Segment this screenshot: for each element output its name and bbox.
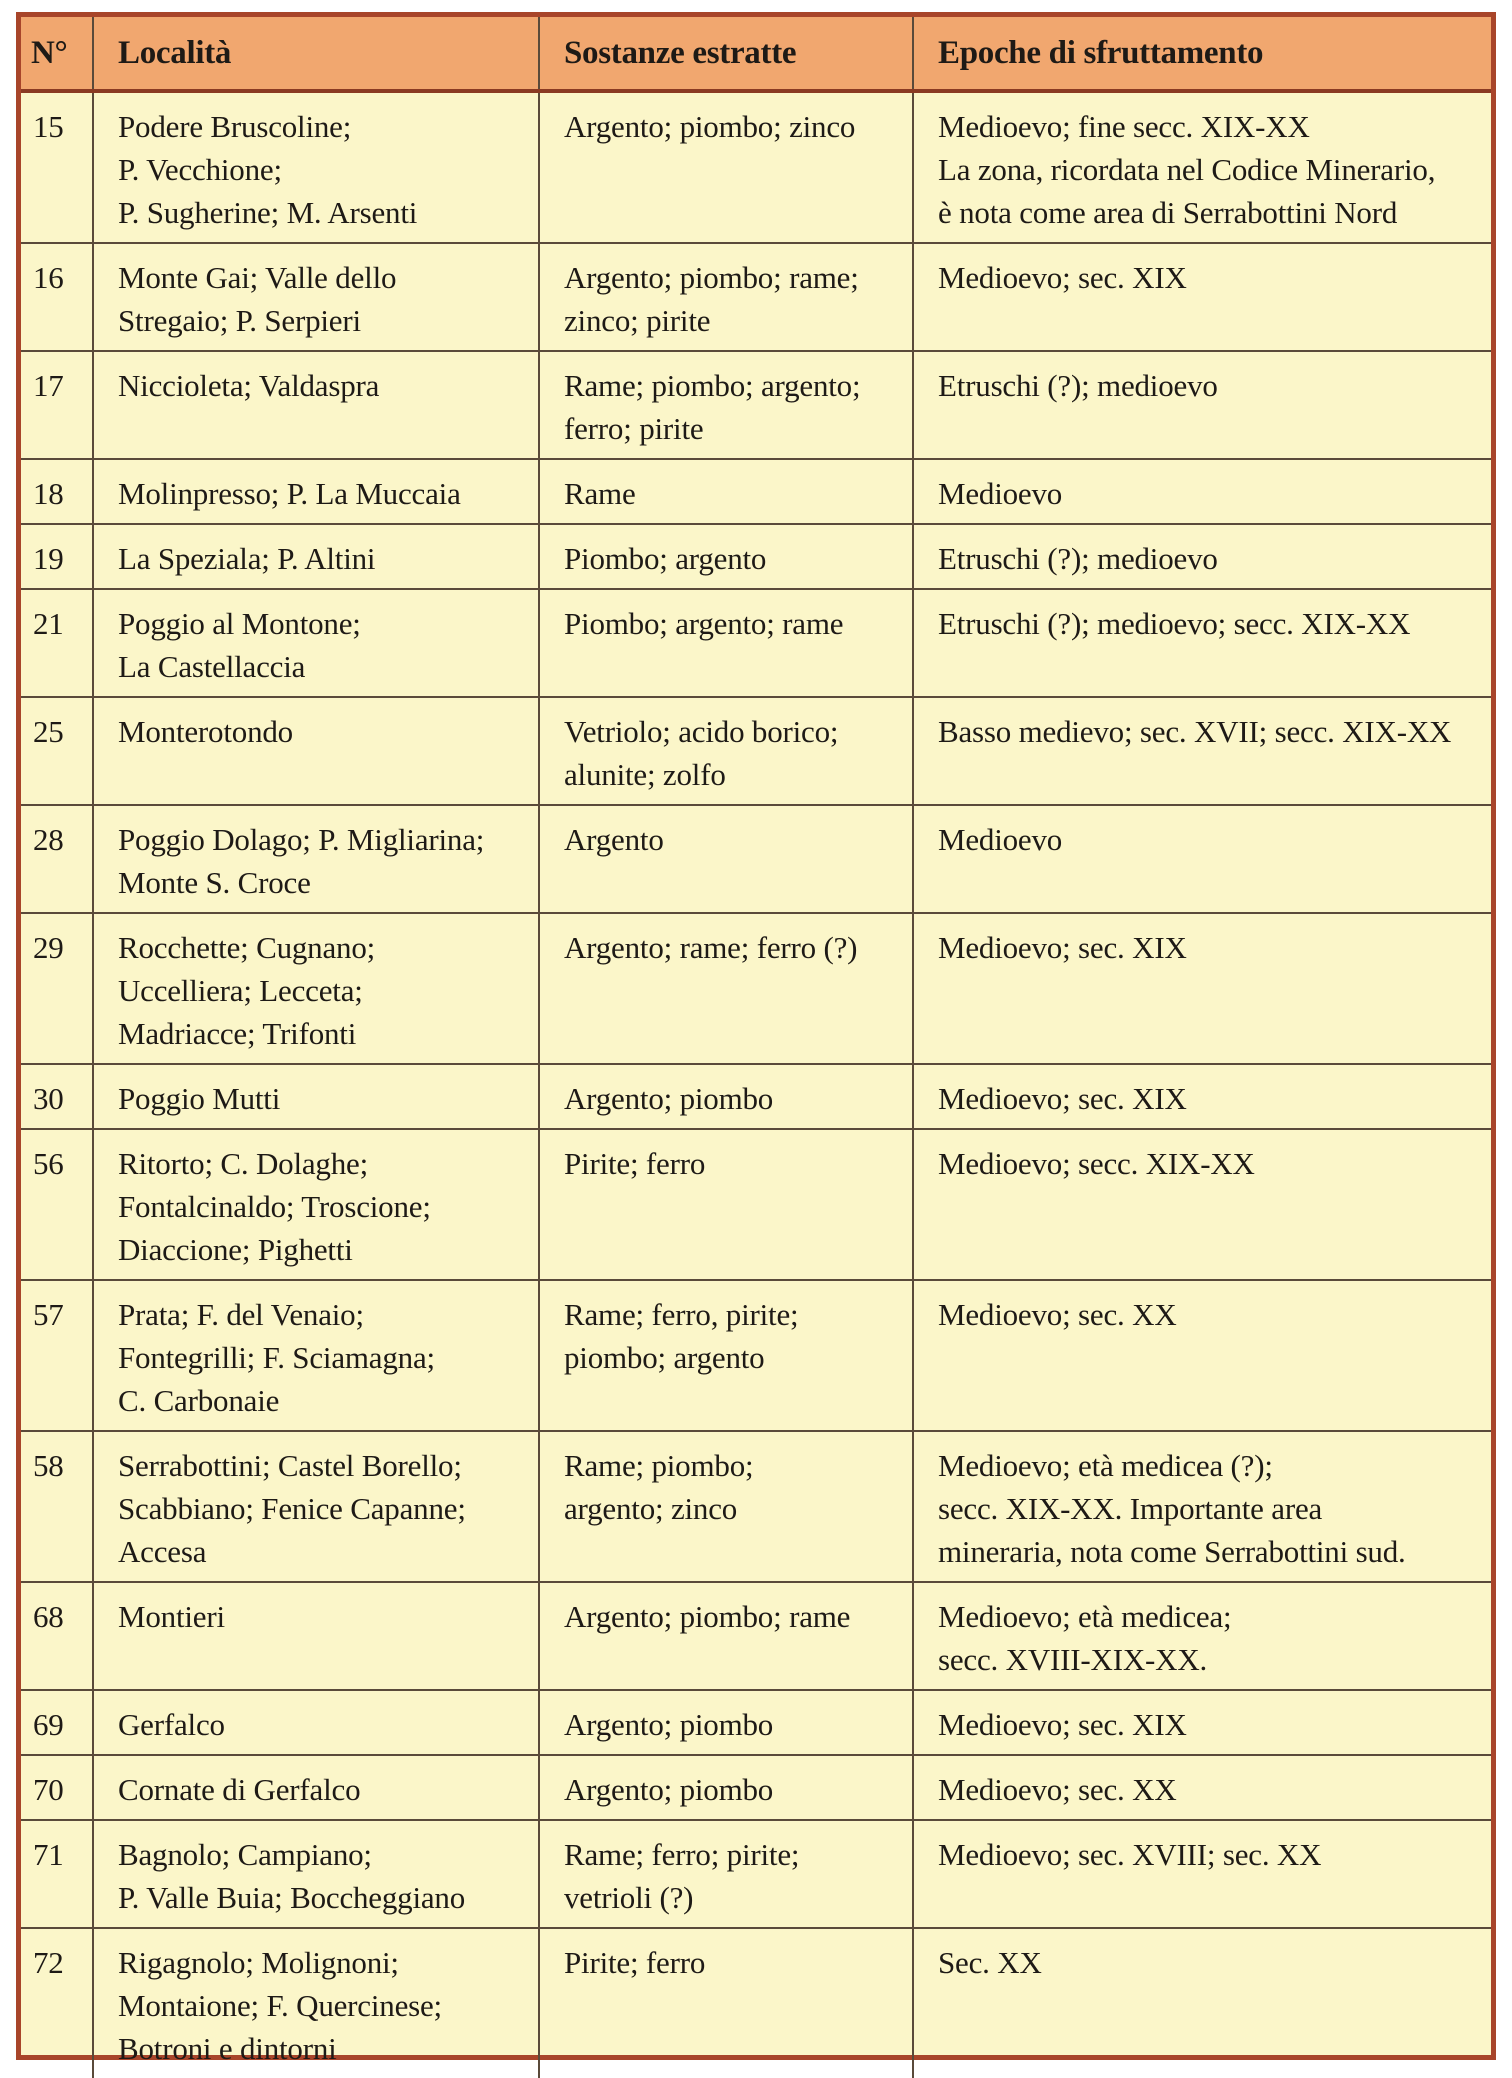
cell-periods: Medioevo; sec. XIX [913, 243, 1491, 351]
cell-location: Rigagnolo; Molignoni; Montaione; F. Quercinese; Botroni e dintorni [93, 1928, 539, 2078]
cell-num: 71 [21, 1820, 93, 1928]
cell-substances: Piombo; argento; rame [539, 589, 913, 697]
cell-substances: Rame; ferro, pirite; piombo; argento [539, 1280, 913, 1431]
cell-location: Monte Gai; Valle dello Stregaio; P. Serpieri [93, 243, 539, 351]
table-row [21, 351, 1491, 459]
cell-num: 19 [21, 524, 93, 589]
table-row [21, 589, 1491, 697]
table-row [21, 805, 1491, 913]
cell-location: Ritorto; C. Dolaghe; Fontalcinaldo; Troscione; Diaccione; Pighetti [93, 1129, 539, 1280]
table-row [21, 1928, 1491, 2078]
cell-num: 57 [21, 1280, 93, 1431]
cell-num: 18 [21, 459, 93, 524]
cell-location: Gerfalco [93, 1690, 539, 1755]
table-row [21, 1820, 1491, 1928]
cell-location: Prata; F. del Venaio; Fontegrilli; F. Sciamagna; C. Carbonaie [93, 1280, 539, 1431]
cell-location: Cornate di Gerfalco [93, 1755, 539, 1820]
cell-substances: Argento [539, 805, 913, 913]
cell-location: Bagnolo; Campiano; P. Valle Buia; Boccheggiano [93, 1820, 539, 1928]
cell-substances: Argento; piombo; rame [539, 1582, 913, 1690]
cell-periods: Medioevo; secc. XIX-XX [913, 1129, 1491, 1280]
cell-periods: Etruschi (?); medioevo; secc. XIX-XX [913, 589, 1491, 697]
cell-periods: Medioevo; sec. XIX [913, 913, 1491, 1064]
cell-periods: Medioevo; età medicea (?); secc. XIX-XX. Importante area mineraria, nota come Serrabottini sud. [913, 1431, 1491, 1582]
cell-location: Molinpresso; P. La Muccaia [93, 459, 539, 524]
cell-num: 70 [21, 1755, 93, 1820]
cell-location: Poggio Dolago; P. Migliarina; Monte S. Croce [93, 805, 539, 913]
cell-substances: Argento; piombo [539, 1690, 913, 1755]
cell-substances: Argento; piombo; zinco [539, 91, 913, 243]
cell-num: 58 [21, 1431, 93, 1582]
cell-num: 16 [21, 243, 93, 351]
cell-num: 30 [21, 1064, 93, 1129]
table-frame [16, 12, 1496, 2066]
table-header-row [21, 17, 1491, 91]
table-row [21, 1582, 1491, 1690]
header-substances: Sostanze estratte [539, 17, 913, 91]
cell-location: Serrabottini; Castel Borello; Scabbiano; Fenice Capanne; Accesa [93, 1431, 539, 1582]
header-periods: Epoche di sfruttamento [913, 17, 1491, 91]
table-row [21, 1431, 1491, 1582]
table-row [21, 1690, 1491, 1755]
cell-periods: Medioevo [913, 805, 1491, 913]
cell-periods: Medioevo; sec. XX [913, 1755, 1491, 1820]
cell-substances: Pirite; ferro [539, 1129, 913, 1280]
table-row [21, 1064, 1491, 1129]
table-row [21, 1280, 1491, 1431]
table-row [21, 91, 1491, 243]
cell-num: 25 [21, 697, 93, 805]
table-row [21, 697, 1491, 805]
cell-periods: Etruschi (?); medioevo [913, 524, 1491, 589]
cell-periods: Medioevo; sec. XX [913, 1280, 1491, 1431]
cell-periods: Medioevo; sec. XIX [913, 1690, 1491, 1755]
table-row [21, 1755, 1491, 1820]
cell-substances: Rame [539, 459, 913, 524]
table-row [21, 524, 1491, 589]
cell-periods: Medioevo; fine secc. XIX-XX La zona, ricordata nel Codice Minerario, è nota come area di Serrabottini Nord [913, 91, 1491, 243]
cell-periods: Medioevo [913, 459, 1491, 524]
cell-location: Rocchette; Cugnano; Uccelliera; Lecceta; Madriacce; Trifonti [93, 913, 539, 1064]
cell-location: Podere Bruscoline; P. Vecchione; P. Sugherine; M. Arsenti [93, 91, 539, 243]
header-location: Località [93, 17, 539, 91]
header-num: N° [21, 17, 93, 91]
cell-substances: Argento; piombo [539, 1755, 913, 1820]
table-row [21, 243, 1491, 351]
cell-num: 15 [21, 91, 93, 243]
table-row [21, 913, 1491, 1064]
cell-substances: Vetriolo; acido borico; alunite; zolfo [539, 697, 913, 805]
cell-location: Poggio Mutti [93, 1064, 539, 1129]
cell-substances: Argento; piombo [539, 1064, 913, 1129]
cell-periods: Medioevo; sec. XVIII; sec. XX [913, 1820, 1491, 1928]
cell-location: Poggio al Montone; La Castellaccia [93, 589, 539, 697]
cell-num: 28 [21, 805, 93, 913]
cell-num: 56 [21, 1129, 93, 1280]
cell-location: Niccioleta; Valdaspra [93, 351, 539, 459]
cell-num: 69 [21, 1690, 93, 1755]
cell-num: 17 [21, 351, 93, 459]
cell-substances: Piombo; argento [539, 524, 913, 589]
cell-substances: Argento; rame; ferro (?) [539, 913, 913, 1064]
table-row [21, 459, 1491, 524]
table-row [21, 1129, 1491, 1280]
cell-substances: Rame; piombo; argento; zinco [539, 1431, 913, 1582]
cell-num: 68 [21, 1582, 93, 1690]
cell-num: 72 [21, 1928, 93, 2078]
cell-periods: Basso medievo; sec. XVII; secc. XIX-XX [913, 697, 1491, 805]
cell-location: Montieri [93, 1582, 539, 1690]
cell-substances: Pirite; ferro [539, 1928, 913, 2078]
cell-substances: Rame; ferro; pirite; vetrioli (?) [539, 1820, 913, 1928]
cell-periods: Medioevo; età medicea; secc. XVIII-XIX-XX. [913, 1582, 1491, 1690]
cell-periods: Sec. XX [938, 1945, 1042, 1980]
cell-num: 21 [21, 589, 93, 697]
cell-periods: Medioevo; sec. XIX [913, 1064, 1491, 1129]
cell-substances: Rame; piombo; argento; ferro; pirite [539, 351, 913, 459]
cell-location: La Speziala; P. Altini [93, 524, 539, 589]
cell-periods: Etruschi (?); medioevo [913, 351, 1491, 459]
cell-substances: Argento; piombo; rame; zinco; pirite [539, 243, 913, 351]
mines-table [21, 17, 1491, 2078]
cell-num: 29 [21, 913, 93, 1064]
cell-location: Monterotondo [93, 697, 539, 805]
